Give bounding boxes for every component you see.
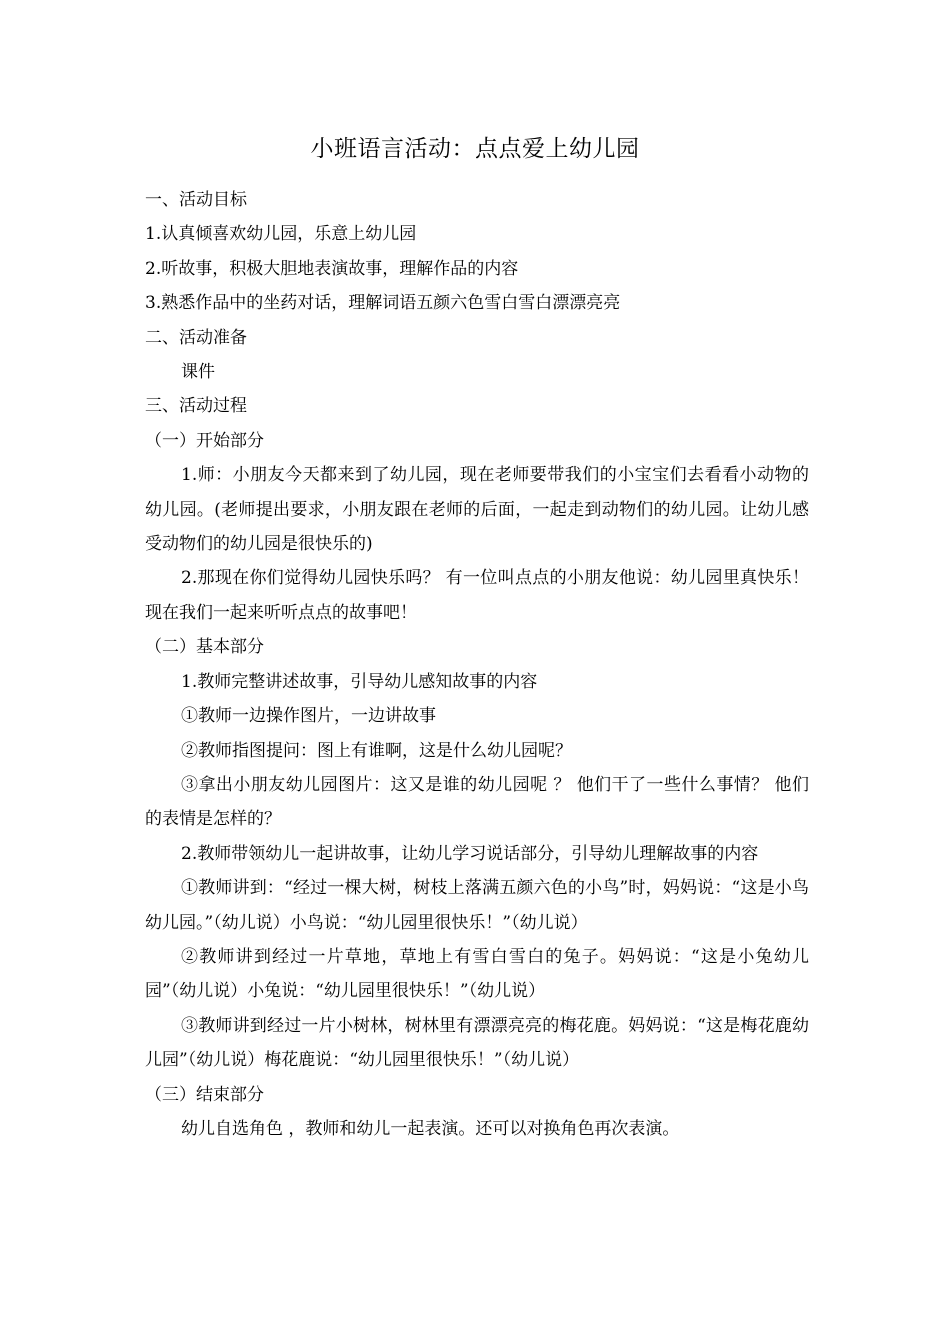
paragraph: ②教师指图提问：图上有谁啊，这是什么幼儿园呢？ xyxy=(181,740,572,761)
section-heading-process: 三、活动过程 xyxy=(145,396,247,417)
subsection-heading-main: （二）基本部分 xyxy=(145,637,264,658)
goal-item: 1.认真倾喜欢幼儿园，乐意上幼儿园 xyxy=(145,224,417,245)
preparation-text: 课件 xyxy=(181,362,215,383)
page-title: 小班语言活动：点点爱上幼儿园 xyxy=(310,136,640,162)
paragraph: ①教师讲到：“经过一棵大树，树枝上落满五颜六色的小鸟”时，妈妈说：“这是小鸟幼儿园。”（幼儿说）小鸟说：“幼儿园里很快乐！”（幼儿说） xyxy=(145,878,809,933)
paragraph: ③教师讲到经过一片小树林，树林里有漂漂亮亮的梅花鹿。妈妈说：“这是梅花鹿幼儿园”（幼儿说）梅花鹿说：“幼儿园里很快乐！”（幼儿说） xyxy=(145,1015,809,1071)
paragraph: 1.师：小朋友今天都来到了幼儿园，现在老师要带我们的小宝宝们去看看小动物的幼儿园。(老师提出要求，小朋友跟在老师的后面，一起走到动物们的幼儿园。让幼儿感受动物们的幼儿园是很快乐的) xyxy=(145,465,809,555)
subsection-heading-ending: （三）结束部分 xyxy=(145,1084,264,1105)
section-heading-goals: 一、活动目标 xyxy=(145,190,247,210)
paragraph: 1.教师完整讲述故事，引导幼儿感知故事的内容 xyxy=(181,671,538,692)
paragraph: ①教师一边操作图片，一边讲故事 xyxy=(181,706,436,727)
paragraph: 幼儿自选角色 ，教师和幼儿一起表演。还可以对换角色再次表演。 xyxy=(181,1118,680,1139)
goal-item: 3.熟悉作品中的坐药对话，理解词语五颜六色雪白雪白漂漂亮亮 xyxy=(145,293,621,314)
section-heading-preparation: 二、活动准备 xyxy=(145,327,247,348)
paragraph: ②教师讲到经过一片草地，草地上有雪白雪白的兔子。妈妈说：“这是小兔幼儿园”（幼儿说）小兔说：“幼儿园里很快乐！”（幼儿说） xyxy=(145,946,809,1002)
document-body xyxy=(145,183,809,1146)
paragraph: 2.那现在你们觉得幼儿园快乐吗？ 有一位叫点点的小朋友他说：幼儿园里真快乐！现在我们一起来听听点点的故事吧！ xyxy=(145,568,809,623)
paragraph: 2.教师带领幼儿一起讲故事，让幼儿学习说话部分，引导幼儿理解故事的内容 xyxy=(181,843,759,864)
subsection-heading-opening: （一）开始部分 xyxy=(145,430,264,451)
paragraph: ③拿出小朋友幼儿园图片：这又是谁的幼儿园呢 ？ 他们干了一些什么事情？ 他们的表情是怎样的？ xyxy=(145,774,809,830)
goal-item: 2.听故事，积极大胆地表演故事，理解作品的内容 xyxy=(145,258,519,279)
